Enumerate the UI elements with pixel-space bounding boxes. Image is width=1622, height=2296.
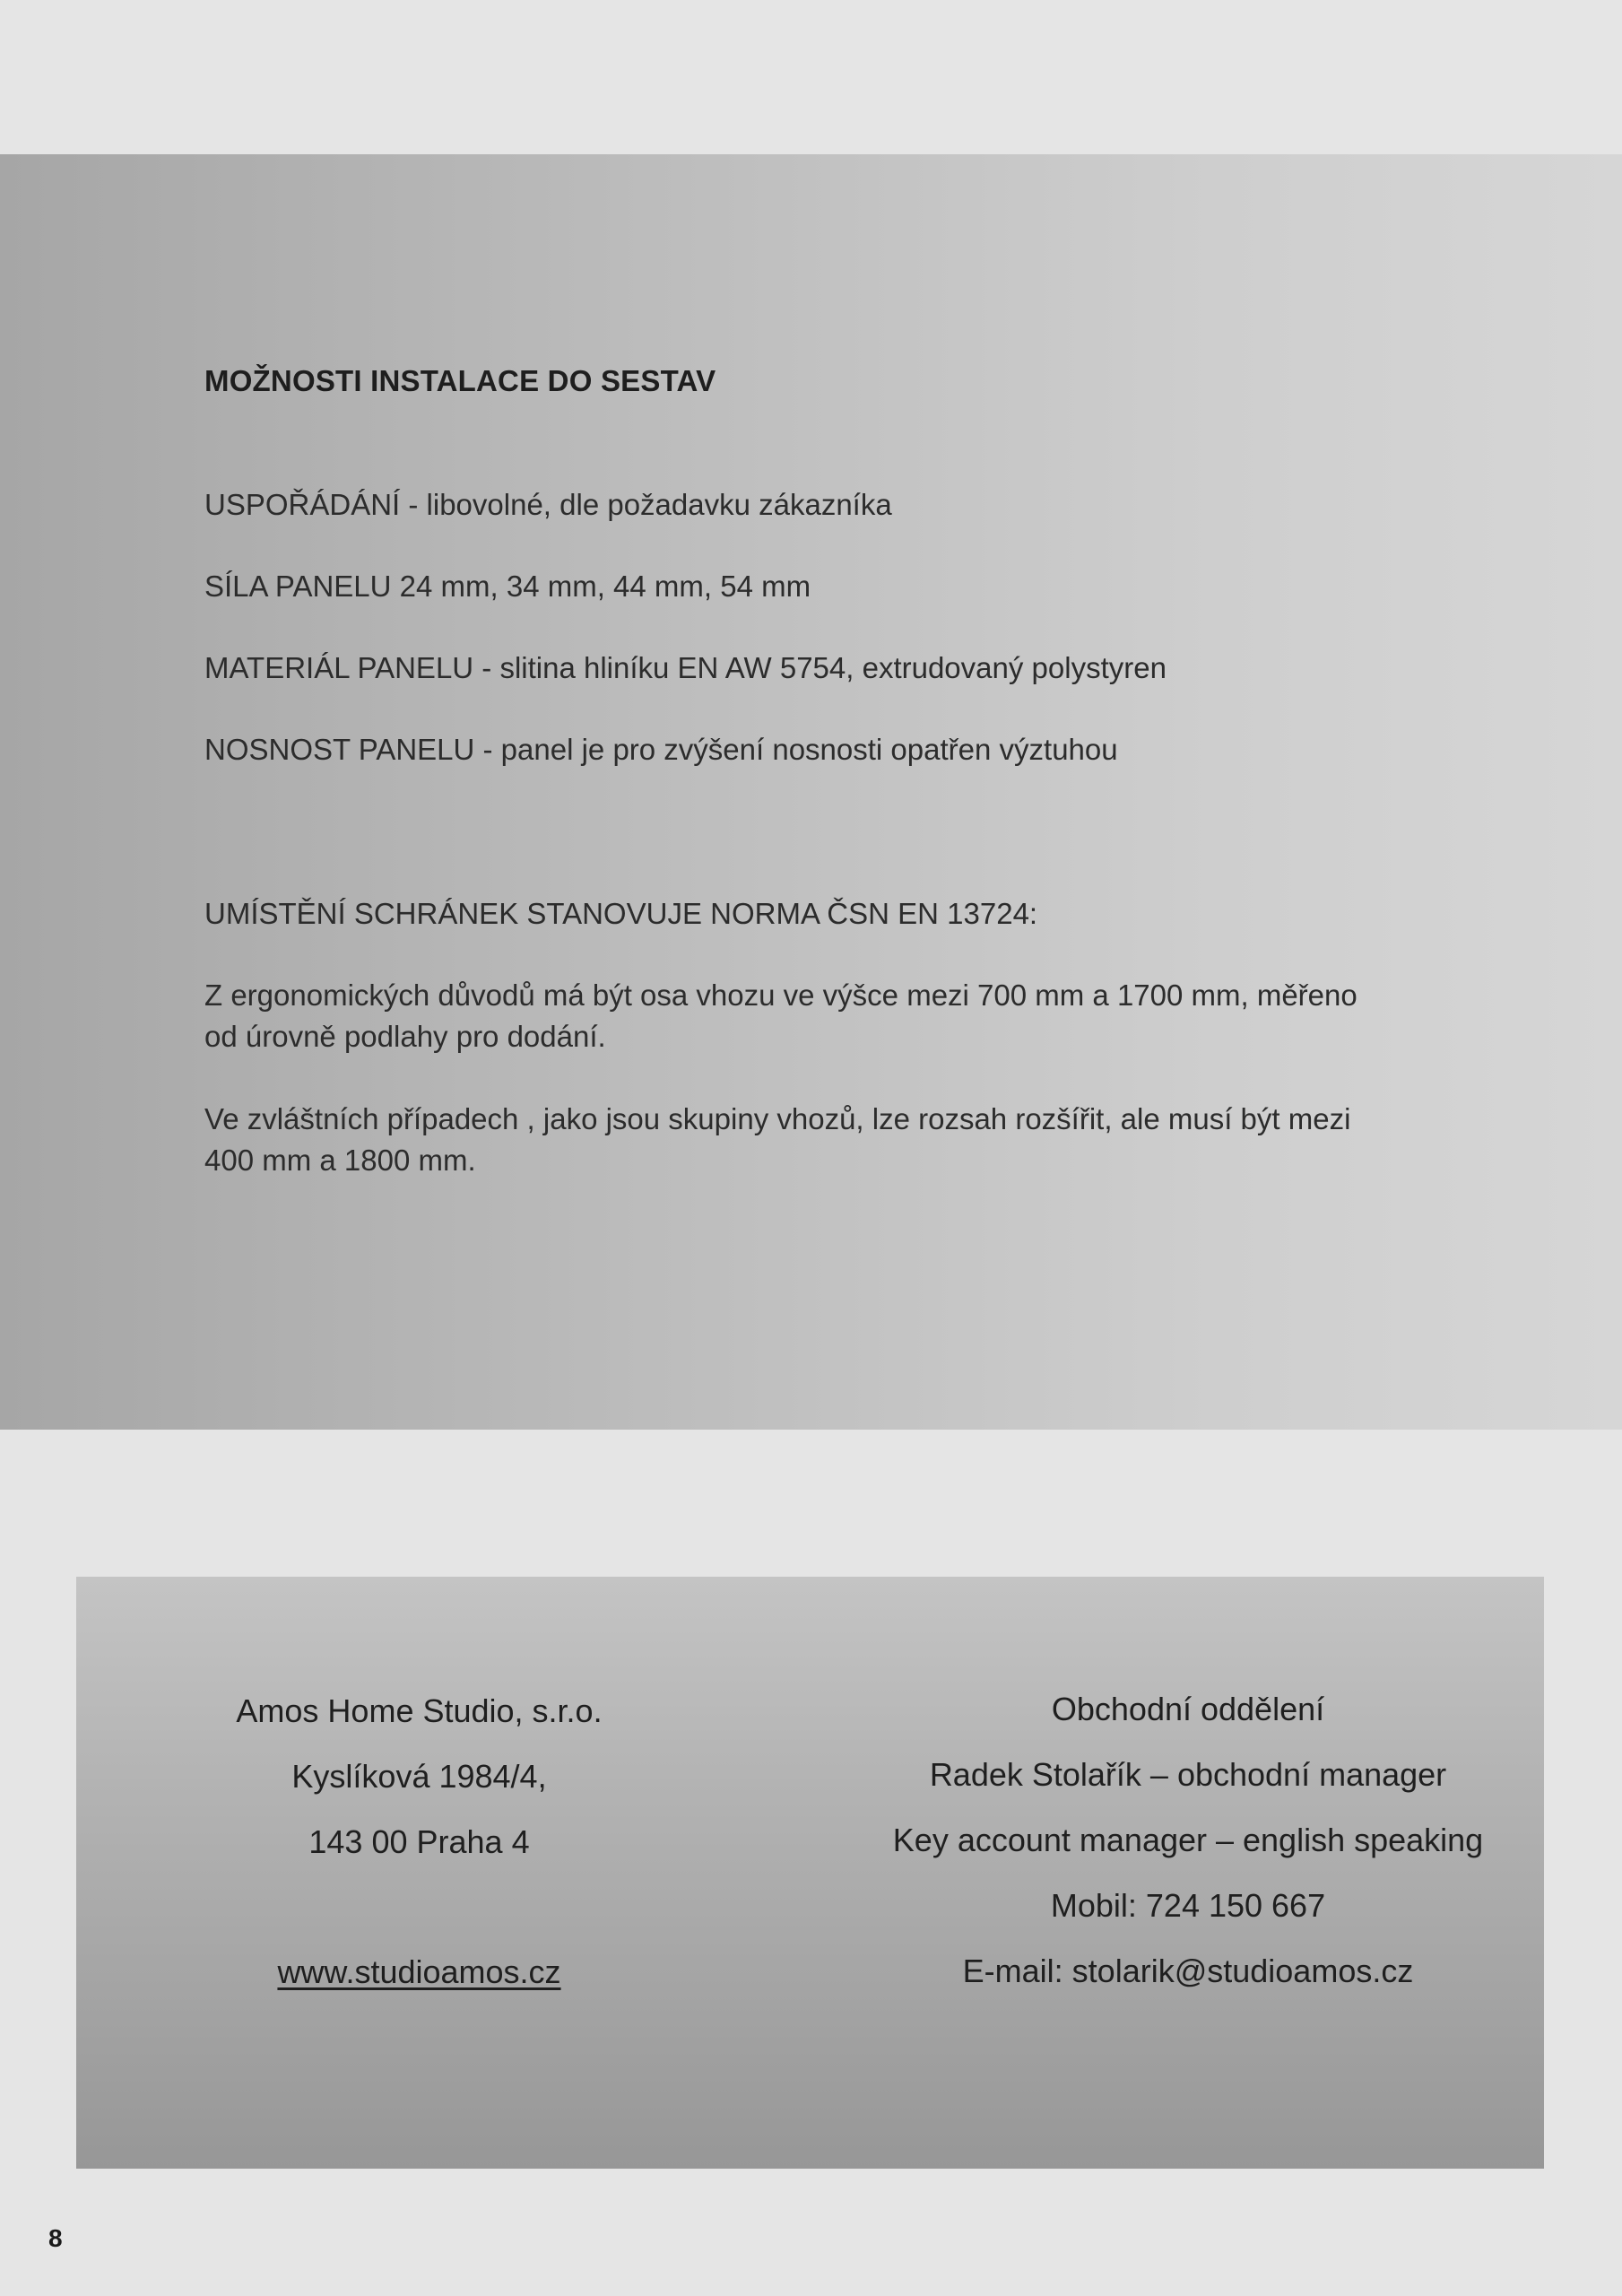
email-line: E-mail: stolarik@studioamos.cz [962,1952,1414,1989]
company-street: Kyslíková 1984/4, [291,1758,547,1795]
mobile-line: Mobil: 724 150 667 [1050,1887,1326,1924]
contact-box [76,1577,1544,2169]
spec-arrangement: USPOŘÁDÁNÍ - libovolné, dle požadavku zákazníka [204,488,892,521]
section-heading: MOŽNOSTI INSTALACE DO SESTAV [204,364,716,397]
spec-material: MATERIÁL PANELU - slitina hliníku EN AW 5754, extrudovaný polystyren [204,651,1167,684]
company-city: 143 00 Praha 4 [308,1823,530,1860]
spec-thickness: SÍLA PANELU 24 mm, 34 mm, 44 mm, 54 mm [204,570,811,603]
website-wrap [76,1953,762,1991]
spec-load: NOSNOST PANELU - panel je pro zvýšení nosnosti opatřen výztuhou [204,733,1118,766]
norm-paragraph-2-line-1: Ve zvláštních případech , jako jsou skupiny vhozů, lze rozsah rozšířit, ale musí být mezi [204,1102,1351,1135]
info-panel [0,154,1622,1430]
company-name: Amos Home Studio, s.r.o. [236,1692,603,1729]
website-link[interactable]: www.studioamos.cz [277,1953,561,1990]
key-account-line: Key account manager – english speaking [892,1822,1484,1858]
page-number: 8 [48,2224,63,2252]
norm-paragraph-2-line-2: 400 mm a 1800 mm. [204,1144,476,1177]
norm-heading: UMÍSTĚNÍ SCHRÁNEK STANOVUJE NORMA ČSN EN 13724: [204,897,1038,930]
department-title: Obchodní oddělení [1051,1691,1325,1727]
norm-paragraph-1-line-1: Z ergonomických důvodů má být osa vhozu ve výšce mezi 700 mm a 1700 mm, měřeno [204,978,1357,1012]
contact-person: Radek Stolařík – obchodní manager [929,1756,1447,1793]
norm-paragraph-1-line-2: od úrovně podlahy pro dodání. [204,1020,606,1053]
